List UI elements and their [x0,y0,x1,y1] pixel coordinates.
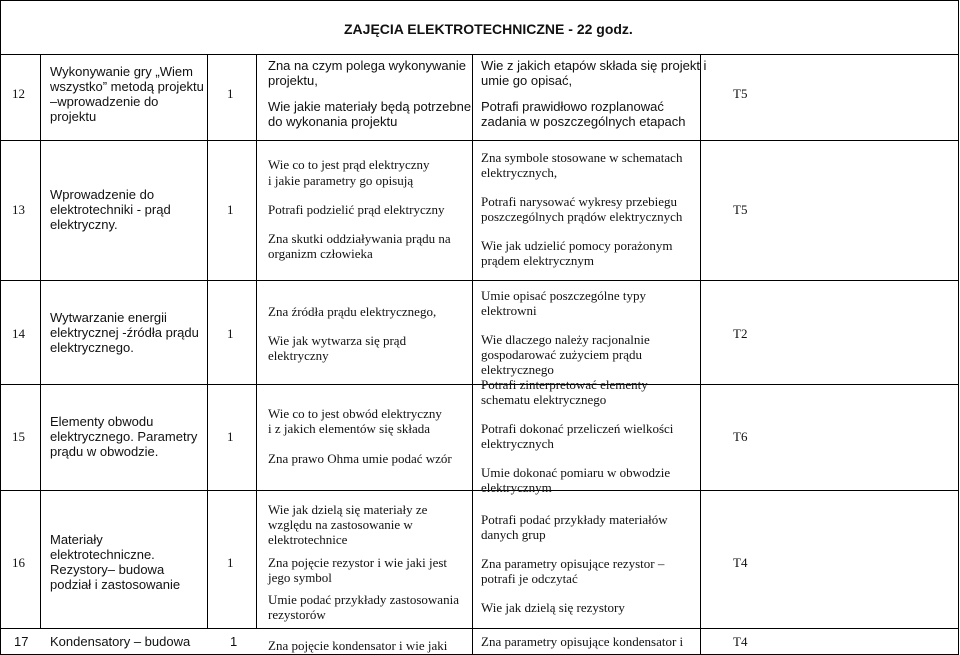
topic-line: Rezystory– budowa [50,562,165,577]
knowledge-line: Wie jak wytwarza się prąd [268,333,407,348]
topic-line: Wprowadzenie do [50,187,155,202]
topic-line: podział i zastosowanie [50,577,181,592]
column-separator [207,54,208,629]
topic-line: elektryczny. [50,217,118,232]
skills-line: elektrycznym [481,480,552,495]
topic-line: elektrotechniki - prąd [50,202,171,217]
skills-line: Umie dokonać pomiaru w obwodzie [481,465,671,480]
hours-value: 1 [227,555,234,570]
topic-line: Elementy obwodu [50,414,154,429]
requirement-code: T4 [733,555,748,570]
knowledge-line: względu na zastosowanie w [268,517,413,532]
knowledge-line: Wie jak dzielą się materiały ze [268,502,428,517]
row-separator [0,490,959,491]
topic-line: Wykonywanie gry „Wiem [50,64,193,79]
knowledge-line: organizm człowieka [268,246,373,261]
skills-line: Potrafi prawidłowo rozplanować [481,99,664,114]
skills-line: danych grup [481,527,546,542]
row-separator [0,140,959,141]
knowledge-line: Wie co to jest prąd elektryczny [268,157,430,172]
skills-line: gospodarować zużyciem prądu [481,347,642,362]
page-title: ZAJĘCIA ELEKTROTECHNICZNE - 22 godz. [344,21,633,37]
row-number: 16 [12,555,25,570]
topic-line: Materiały [50,532,103,547]
skills-line: prądem elektrycznym [481,253,594,268]
topic-line: elektrycznej -źródła prądu [50,325,199,340]
row-number: 13 [12,202,25,217]
requirement-code: T5 [733,202,748,217]
row-number: 15 [12,429,25,444]
topic-line: elektrycznego. Parametry [50,429,198,444]
skills-line: Zna symbole stosowane w schematach [481,150,683,165]
row-number: 14 [12,326,25,341]
row-number: 17 [14,634,29,649]
hours-value: 1 [227,326,234,341]
topic-line: –wprowadzenie do [50,94,159,109]
row-separator [0,54,959,55]
column-separator [40,54,41,629]
knowledge-line: jego symbol [268,570,332,585]
skills-line: elektrycznego [481,362,554,377]
skills-line: elektrowni [481,303,537,318]
skills-line: potrafi je odczytać [481,571,578,586]
knowledge-line: Zna pojęcie kondensator i wie jaki [268,638,448,653]
skills-line: Wie jak dzielą się rezystory [481,600,625,615]
requirement-code: T5 [733,86,748,101]
knowledge-line: Zna źródła prądu elektrycznego, [268,304,437,319]
skills-line: Zna parametry opisujące kondensator i [481,634,684,649]
topic-line: wszystko” metodą projektu [50,79,204,94]
row-number: 12 [12,86,25,101]
column-separator [700,54,701,655]
skills-line: Wie z jakich etapów składa się projekt i [481,58,707,73]
topic-line: elektrycznego. [50,340,134,355]
skills-line: Potrafi podać przykłady materiałów [481,512,668,527]
topic-line: elektrotechniczne. [50,547,155,562]
skills-line: Zna parametry opisujące rezystor – [481,556,665,571]
table-border-right [958,0,959,655]
topic-line: prądu w obwodzie. [50,444,159,459]
skills-line: Wie jak udzielić pomocy porażonym [481,238,673,253]
knowledge-line: Wie jakie materiały będą potrzebne [268,99,472,114]
requirement-code: T4 [733,634,748,649]
table-border-left [0,0,1,655]
knowledge-line: Umie podać przykłady zastosowania [268,592,459,607]
knowledge-line: rezystorów [268,607,326,622]
skills-line: poszczególnych prądów elektrycznych [481,209,683,224]
knowledge-line: i jakie parametry go opisują [268,173,414,188]
skills-line: Wie dlaczego należy racjonalnie [481,332,650,347]
skills-line: elektrycznych [481,436,554,451]
requirement-code: T6 [733,429,748,444]
column-separator [256,54,257,629]
row-separator [0,384,959,385]
skills-line: Umie opisać poszczególne typy [481,288,646,303]
hours-value: 1 [227,202,234,217]
hours-value: 1 [227,429,234,444]
requirement-code: T2 [733,326,748,341]
skills-line: Potrafi dokonać przeliczeń wielkości [481,421,674,436]
knowledge-line: projektu, [268,73,318,88]
row-separator [0,628,959,629]
skills-line: Potrafi narysować wykresy przebiegu [481,194,678,209]
knowledge-line: Zna prawo Ohma umie podać wzór [268,451,452,466]
knowledge-line: elektryczny [268,348,329,363]
knowledge-line: Zna skutki oddziaływania prądu na [268,231,451,246]
skills-line: zadania w poszczególnych etapach [481,114,686,129]
skills-line: schematu elektrycznego [481,392,607,407]
knowledge-line: Wie co to jest obwód elektryczny [268,406,442,421]
hours-value: 1 [227,86,234,101]
skills-line: umie go opisać, [481,73,573,88]
topic-line: Kondensatory – budowa [50,634,191,649]
topic-line: Wytwarzanie energii [50,310,167,325]
knowledge-line: Zna pojęcie rezystor i wie jaki jest [268,555,448,570]
knowledge-line: Potrafi podzielić prąd elektryczny [268,202,445,217]
row-separator [0,280,959,281]
topic-line: projektu [50,109,97,124]
hours-value: 1 [230,634,238,649]
skills-line: elektrycznych, [481,165,558,180]
table-border-top [0,0,959,1]
knowledge-line: i z jakich elementów się składa [268,421,431,436]
knowledge-line: do wykonania projektu [268,114,398,129]
skills-line: Potrafi zinterpretować elementy [481,377,648,392]
column-separator [472,54,473,655]
knowledge-line: elektrotechnice [268,532,348,547]
knowledge-line: Zna na czym polega wykonywanie [268,58,466,73]
